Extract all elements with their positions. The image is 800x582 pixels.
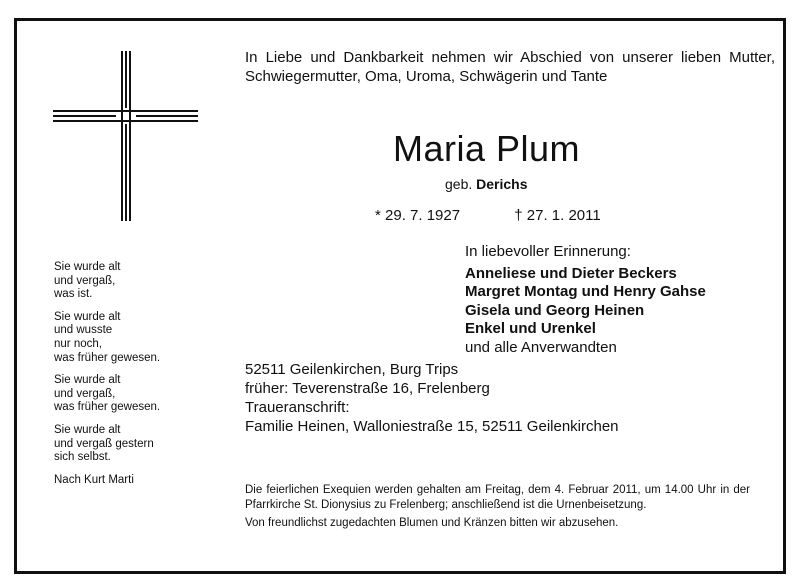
poem-line: Sie wurde alt — [54, 261, 121, 273]
poem-stanza — [54, 311, 234, 365]
mourner-name: Enkel und Urenkel — [465, 320, 596, 337]
mourner-name: Gisela und Georg Heinen — [465, 301, 645, 319]
poem — [54, 261, 234, 487]
poem-author: Nach Kurt Marti — [54, 473, 134, 486]
poem-line: was früher gewesen. — [54, 351, 161, 364]
poem-line: sich selbst. — [54, 451, 111, 464]
poem-line: nur noch, — [54, 337, 102, 350]
mourners-closing: und alle Anverwandten — [465, 338, 617, 356]
address-block — [245, 360, 619, 436]
remembrance-label: In liebevoller Erinnerung: — [465, 243, 631, 260]
obituary-main — [245, 48, 775, 529]
poem-line: und vergaß, — [54, 274, 116, 287]
poem-stanza — [54, 374, 234, 415]
birth-date: * 29. 7. 1927 — [375, 207, 461, 224]
cross-icon — [53, 51, 198, 221]
notes-block — [245, 483, 750, 531]
poem-stanza — [54, 261, 234, 302]
poem-line: was ist. — [54, 288, 93, 301]
life-dates — [375, 207, 601, 224]
poem-stanza — [54, 424, 234, 465]
poem-line: und vergaß gestern — [54, 437, 154, 450]
poem-line: Sie wurde alt — [54, 310, 121, 323]
mourners-block — [465, 243, 706, 357]
obituary-frame — [14, 18, 786, 574]
maiden-prefix: geb. — [445, 176, 473, 192]
service-note: Die feierlichen Exequien werden gehalten am Freitag, dem 4. Februar 2011, um 14.00 Uhr in der Pfarrkirche St. Dionysius zu Frelenberg; anschließend ist die Urnenbeisetzung. — [245, 484, 750, 511]
intro-text: In Liebe und Dankbarkeit nehmen wir Abschied von unserer lieben Mutter, Schwiegermutter, Oma, Uroma, Schwägerin und Tante — [245, 49, 775, 85]
maiden-name-line — [445, 176, 528, 192]
mourner-name: Margret Montag und Henry Gahse — [465, 283, 706, 300]
poem-line: und vergaß, — [54, 387, 116, 400]
maiden-name: Derichs — [476, 176, 528, 192]
deceased-name: Maria Plum — [393, 128, 581, 169]
mourning-address-line: Familie Heinen, Walloniestraße 15, 52511 Geilenkirchen — [245, 418, 619, 435]
mourning-address-label: Traueranschrift: — [245, 399, 350, 416]
former-address-line: früher: Teverenstraße 16, Frelenberg — [245, 380, 490, 397]
mourner-name: Anneliese und Dieter Beckers — [465, 264, 677, 282]
flowers-note: Von freundlichst zugedachten Blumen und Kränzen bitten wir abzusehen. — [245, 517, 619, 529]
residence-line: 52511 Geilenkirchen, Burg Trips — [245, 361, 459, 378]
poem-line: und wusste — [54, 324, 113, 337]
poem-line: Sie wurde alt — [54, 374, 121, 387]
poem-line: Sie wurde alt — [54, 423, 121, 436]
poem-line: was früher gewesen. — [54, 401, 161, 414]
death-date: † 27. 1. 2011 — [514, 207, 601, 224]
